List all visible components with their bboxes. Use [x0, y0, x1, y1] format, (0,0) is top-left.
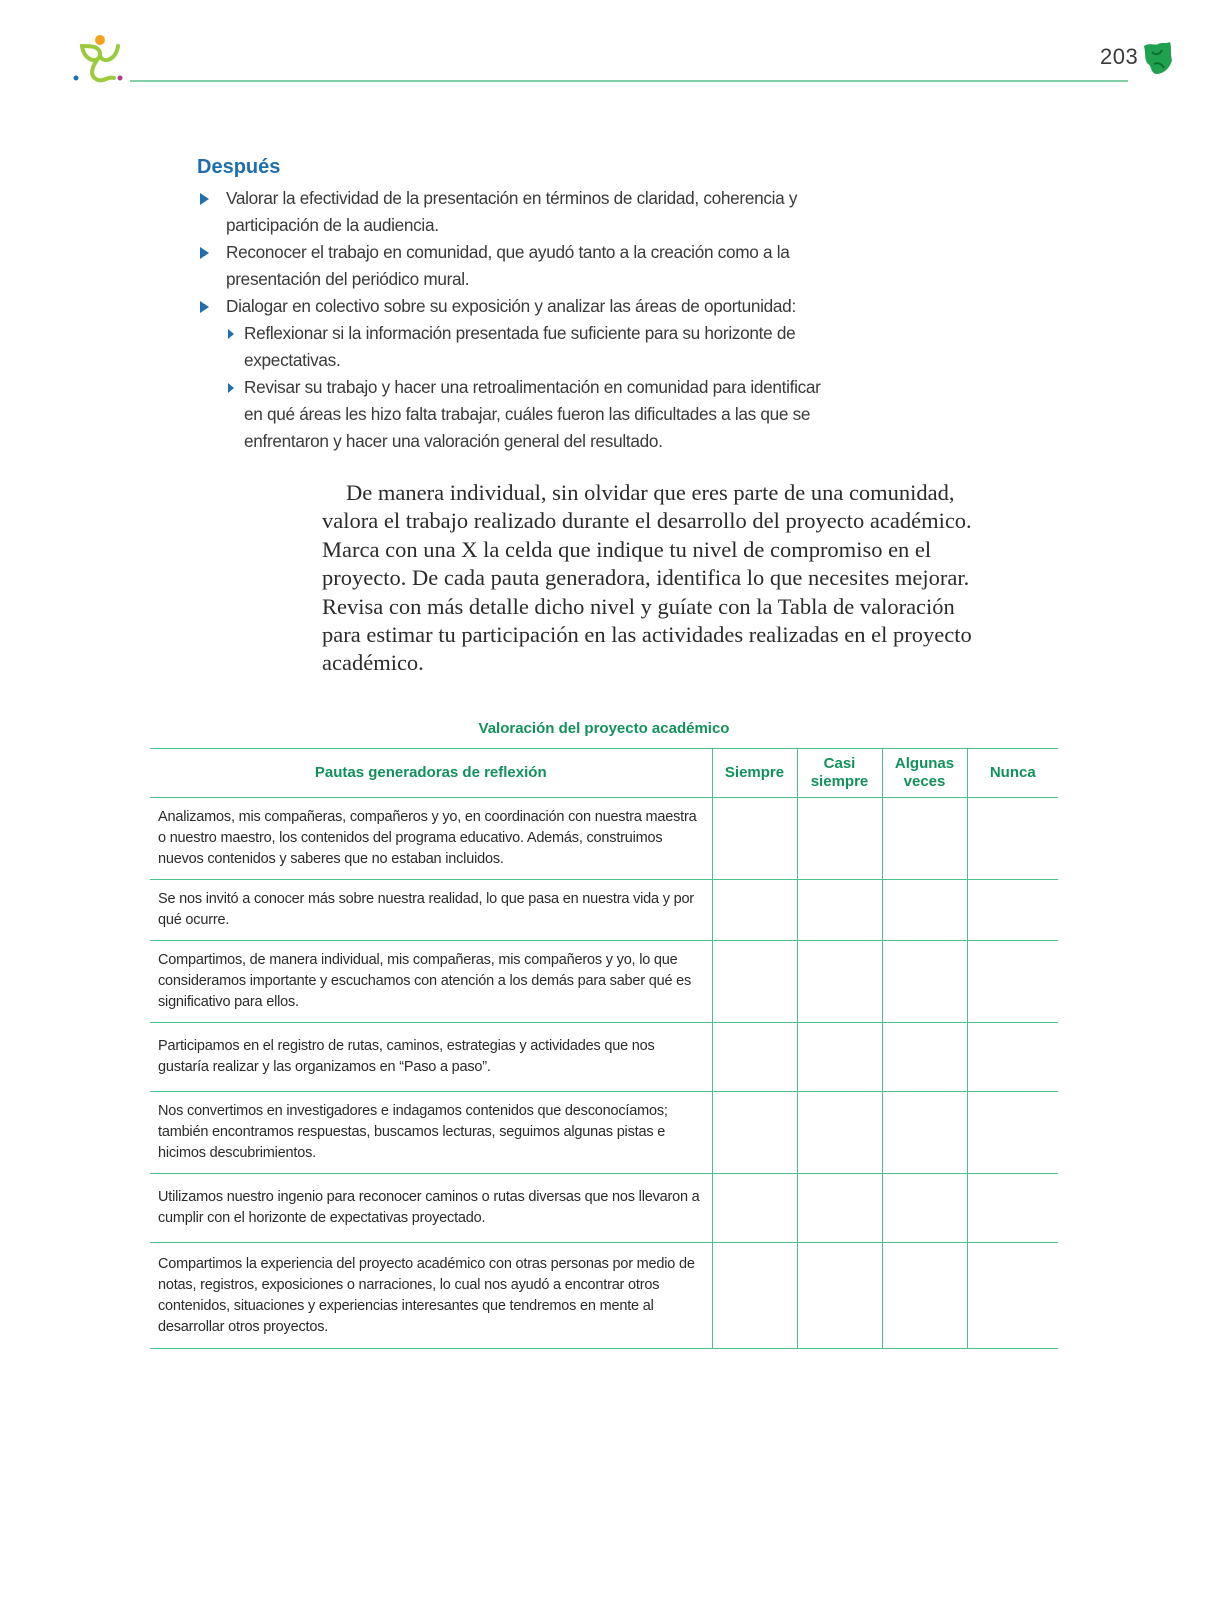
table-row [150, 880, 1058, 941]
sprout-figure-logo [70, 32, 130, 86]
header-criteria: Pautas generadoras de reflexión [150, 749, 712, 798]
intro-paragraph: De manera individual, sin olvidar que eres parte de una comunidad, valora el trabajo realizado durante el desarrollo del proyecto académico. Marca con una X la celda que indique tu nivel de compromiso en el proyecto. De cada pauta generadora, identifica lo que necesites mejorar. Revisa con más detalle dicho nivel y guíate con la Tabla de valoración para estimar tu participación en las actividades realizadas en el proyecto académico. [322, 480, 972, 676]
bullet-text: Valorar la efectividad de la presentación en términos de claridad, coherencia y participación de la audiencia. [226, 188, 798, 235]
table-row [150, 941, 1058, 1023]
algunas-veces-cell[interactable] [882, 1092, 967, 1174]
bullet-list [198, 185, 828, 455]
siempre-cell[interactable] [712, 1092, 797, 1174]
siempre-cell[interactable] [712, 1243, 797, 1349]
sub-bullet-text: Revisar su trabajo y hacer una retroalimentación en comunidad para identificar en qué áreas les hizo falta trabajar, cuáles fueron las dificultades a las que se enfrentaron y hacer una valoración general del resultado. [244, 377, 821, 451]
table-row [150, 1023, 1058, 1092]
sub-bullet-list [226, 320, 828, 455]
list-item [226, 320, 828, 374]
criteria-cell: Compartimos la experiencia del proyecto académico con otras personas por medio de notas, registros, exposiciones o narraciones, lo cual nos ayudó a encontrar otros contenidos, situaciones y experiencias interesantes que tendremos en mente al desarrollar otros proyectos. [150, 1243, 712, 1349]
list-item [198, 293, 828, 455]
triangle-bullet-icon [200, 193, 209, 205]
criteria-cell: Se nos invitó a conocer más sobre nuestra realidad, lo que pasa en nuestra vida y por qué ocurre. [150, 880, 712, 941]
casi-siempre-cell[interactable] [797, 1092, 882, 1174]
criteria-cell: Compartimos, de manera individual, mis compañeras, mis compañeros y yo, lo que consideramos importante y escuchamos con atención a los demás para saber qué es significativo para ellos. [150, 941, 712, 1023]
table-row [150, 1243, 1058, 1349]
small-triangle-bullet-icon [228, 329, 234, 339]
criteria-cell: Participamos en el registro de rutas, caminos, estrategias y actividades que nos gustaría realizar y las organizamos en “Paso a paso”. [150, 1023, 712, 1092]
rating-table [150, 748, 1058, 1349]
section-title: Después [197, 156, 281, 178]
green-leaf-icon [1140, 40, 1174, 76]
bullet-text: Dialogar en colectivo sobre su exposición y analizar las áreas de oportunidad: [226, 296, 796, 316]
siempre-cell[interactable] [712, 798, 797, 880]
nunca-cell[interactable] [967, 941, 1058, 1023]
nunca-cell[interactable] [967, 1174, 1058, 1243]
algunas-veces-cell[interactable] [882, 798, 967, 880]
small-triangle-bullet-icon [228, 383, 234, 393]
algunas-veces-cell[interactable] [882, 1243, 967, 1349]
nunca-cell[interactable] [967, 798, 1058, 880]
sub-bullet-text: Reflexionar si la información presentada fue suficiente para su horizonte de expectativas. [244, 323, 796, 370]
triangle-bullet-icon [200, 301, 209, 313]
casi-siempre-cell[interactable] [797, 1243, 882, 1349]
algunas-veces-cell[interactable] [882, 941, 967, 1023]
header-casi-siempre: Casi siempre [797, 749, 882, 798]
algunas-veces-cell[interactable] [882, 1174, 967, 1243]
casi-siempre-cell[interactable] [797, 1023, 882, 1092]
header-algunas-veces: Algunas veces [882, 749, 967, 798]
casi-siempre-cell[interactable] [797, 798, 882, 880]
list-item [198, 185, 828, 239]
criteria-cell: Analizamos, mis compañeras, compañeros y yo, en coordinación con nuestra maestra o nuestro maestro, los contenidos del programa educativo. Además, construimos nuevos contenidos y saberes que no estaban incluidos. [150, 798, 712, 880]
list-item [198, 239, 828, 293]
header-siempre: Siempre [712, 749, 797, 798]
criteria-cell: Utilizamos nuestro ingenio para reconocer caminos o rutas diversas que nos llevaron a cumplir con el horizonte de expectativas proyectado. [150, 1174, 712, 1243]
casi-siempre-cell[interactable] [797, 941, 882, 1023]
table-row [150, 1174, 1058, 1243]
nunca-cell[interactable] [967, 880, 1058, 941]
header-nunca: Nunca [967, 749, 1058, 798]
table-caption: Valoración del proyecto académico [478, 720, 730, 737]
table-header-row [150, 749, 1058, 798]
siempre-cell[interactable] [712, 1023, 797, 1092]
siempre-cell[interactable] [712, 941, 797, 1023]
table-row [150, 798, 1058, 880]
siempre-cell[interactable] [712, 880, 797, 941]
nunca-cell[interactable] [967, 1243, 1058, 1349]
casi-siempre-cell[interactable] [797, 880, 882, 941]
list-item [226, 374, 828, 455]
table-row [150, 1092, 1058, 1174]
siempre-cell[interactable] [712, 1174, 797, 1243]
bullet-text: Reconocer el trabajo en comunidad, que ayudó tanto a la creación como a la presentación del periódico mural. [226, 242, 790, 289]
nunca-cell[interactable] [967, 1023, 1058, 1092]
triangle-bullet-icon [200, 247, 209, 259]
algunas-veces-cell[interactable] [882, 880, 967, 941]
casi-siempre-cell[interactable] [797, 1174, 882, 1243]
page-number: 203 [1100, 44, 1139, 69]
criteria-cell: Nos convertimos en investigadores e indagamos contenidos que desconocíamos; también encontramos respuestas, buscamos lecturas, seguimos algunas pistas e hicimos descubrimientos. [150, 1092, 712, 1174]
header-rule [130, 80, 1128, 82]
nunca-cell[interactable] [967, 1092, 1058, 1174]
algunas-veces-cell[interactable] [882, 1023, 967, 1092]
